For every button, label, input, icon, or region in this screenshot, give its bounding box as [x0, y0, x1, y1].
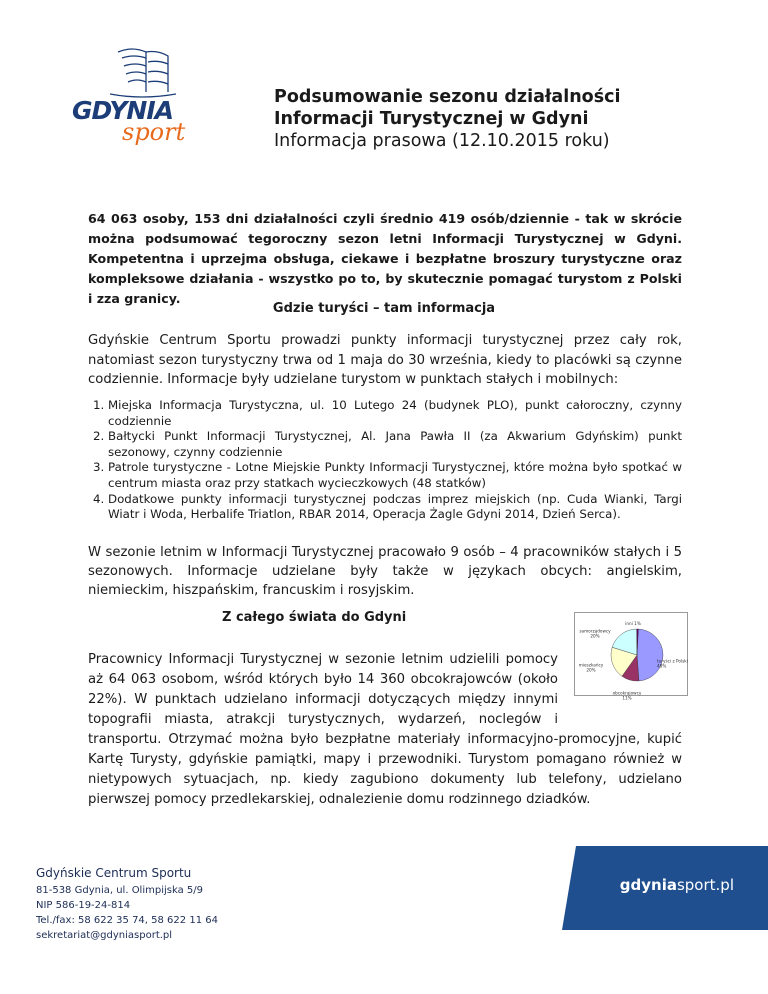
pie-label-samorządowcy: samorządowcy 20% — [579, 628, 611, 639]
gdynia-sport-logo — [72, 44, 190, 146]
list-item: 4. Dodatkowe punkty informacji turystycznej podczas imprez miejskich (np. Cuda Wianki, Targi Wiatr i Woda, Herbalife Triatlon, RBAR 2014, Operacja Żagle Gdyni 2014, Dzień Serca). — [108, 492, 682, 523]
section1-paragraph-2: W sezonie letnim w Informacji Turystycznej pracowało 9 osób – 4 pracowników stałych i 5 sezonowych. Informacje udzielane były także w językach obcych: angielskim, niemieckim, hiszpańskim, francuskim i rosyjskim. — [88, 545, 682, 598]
footer-nip: NIP 586-19-24-814 — [36, 900, 131, 911]
footer-contact — [36, 866, 218, 943]
title-line-1: Podsumowanie sezonu działalności — [274, 87, 621, 107]
logo-gdynia-text: GDYNIA — [72, 96, 174, 125]
visitors-pie-chart — [574, 612, 688, 701]
footer-url-rest: sport.pl — [676, 876, 734, 894]
pie-label-mieszkańcy: mieszkańcy 20% — [578, 662, 604, 673]
section-heading-1: Gdzie turyści – tam informacja — [272, 301, 496, 316]
pie-label-turyści-z-Polski: turyści z Polski 48% — [657, 658, 688, 669]
tourist-points-list — [88, 398, 682, 523]
section-heading-2: Z całego świata do Gdyni — [222, 610, 407, 625]
footer-band — [576, 846, 768, 930]
footer-address: 81-538 Gdynia, ul. Olimpijska 5/9 — [36, 885, 203, 896]
list-item: 2. Bałtycki Punkt Informacji Turystycznej, Al. Jana Pawła II (za Akwarium Gdyńskim) punkt sezonowy, czynny codziennie — [108, 429, 682, 460]
pie-chart-svg — [575, 613, 688, 701]
pie-slice-turyści-z-Polski — [637, 629, 663, 681]
pie-label-inni: inni 1% — [625, 621, 641, 626]
title-line-2: Informacji Turystycznej w Gdyni — [274, 109, 589, 129]
pie-label-obcokrajowcy: obcokrajowcy 11% — [612, 690, 642, 701]
subtitle: Informacja prasowa (12.10.2015 roku) — [274, 131, 610, 151]
list-item: 1. Miejska Informacja Turystyczna, ul. 10 Lutego 24 (budynek PLO), punkt całoroczny, czynny codziennie — [108, 398, 682, 429]
footer-tel: Tel./fax: 58 622 35 74, 58 622 11 64 — [36, 915, 218, 926]
page-title — [274, 86, 621, 152]
section2-text: Pracownicy Informacji Turystycznej w sezonie letnim udzielili pomocy aż 64 063 osobom, wśród których było 14 360 obcokrajowców (około 22%). W punktach udzielano informacji dotyczących między innymi topografii miasta, atrakcji turystycznych, wydarzeń, noclegów i transportu. Otrzymać można było bezpłatne materiały informacyjno-promocyjne, kupić Kartę Turysty, gdyńskie pamiątki, mapy i przewodniki. Turystom pomagano również w nietypowych sytuacjach, np. kiedy zagubiono dokumenty lub telefony, udzielano pierwszej pomocy przedlekarskiej, odnalezienie domu rodzinnego dziadków. — [88, 652, 682, 807]
footer-website-link[interactable] — [620, 876, 734, 894]
footer-org: Gdyńskie Centrum Sportu — [36, 866, 192, 880]
ship-icon — [72, 44, 190, 104]
footer-email[interactable]: sekretariat@gdyniasport.pl — [36, 930, 173, 941]
footer-url-bold: gdynia — [619, 876, 677, 894]
list-item: 3. Patrole turystyczne - Lotne Miejskie Punkty Informacji Turystycznej, które można było spotkać w centrum miasta oraz przy statkach wycieczkowych (48 statków) — [108, 460, 682, 491]
logo-sport-text: sport — [122, 118, 186, 146]
section1-paragraph: Gdyńskie Centrum Sportu prowadzi punkty informacji turystycznej przez cały rok, natomiast sezon turystyczny trwa od 1 maja do 30 września, kiedy to placówki są czynne codziennie. Informacje były udzielane turystom w punktach stałych i mobilnych: — [88, 333, 682, 387]
lead-paragraph: 64 063 osoby, 153 dni działalności czyli średnio 419 osób/dziennie - tak w skrócie można podsumować tegoroczny sezon letni Informacji Turystycznej w Gdyni. Kompetentna i uprzejma obsługa, ciekawe i bezpłatne broszury turystyczne oraz kompleksowe działania - wszystko po to, by skutecznie pomagać turystom z Polski i zza granicy. — [88, 211, 682, 306]
